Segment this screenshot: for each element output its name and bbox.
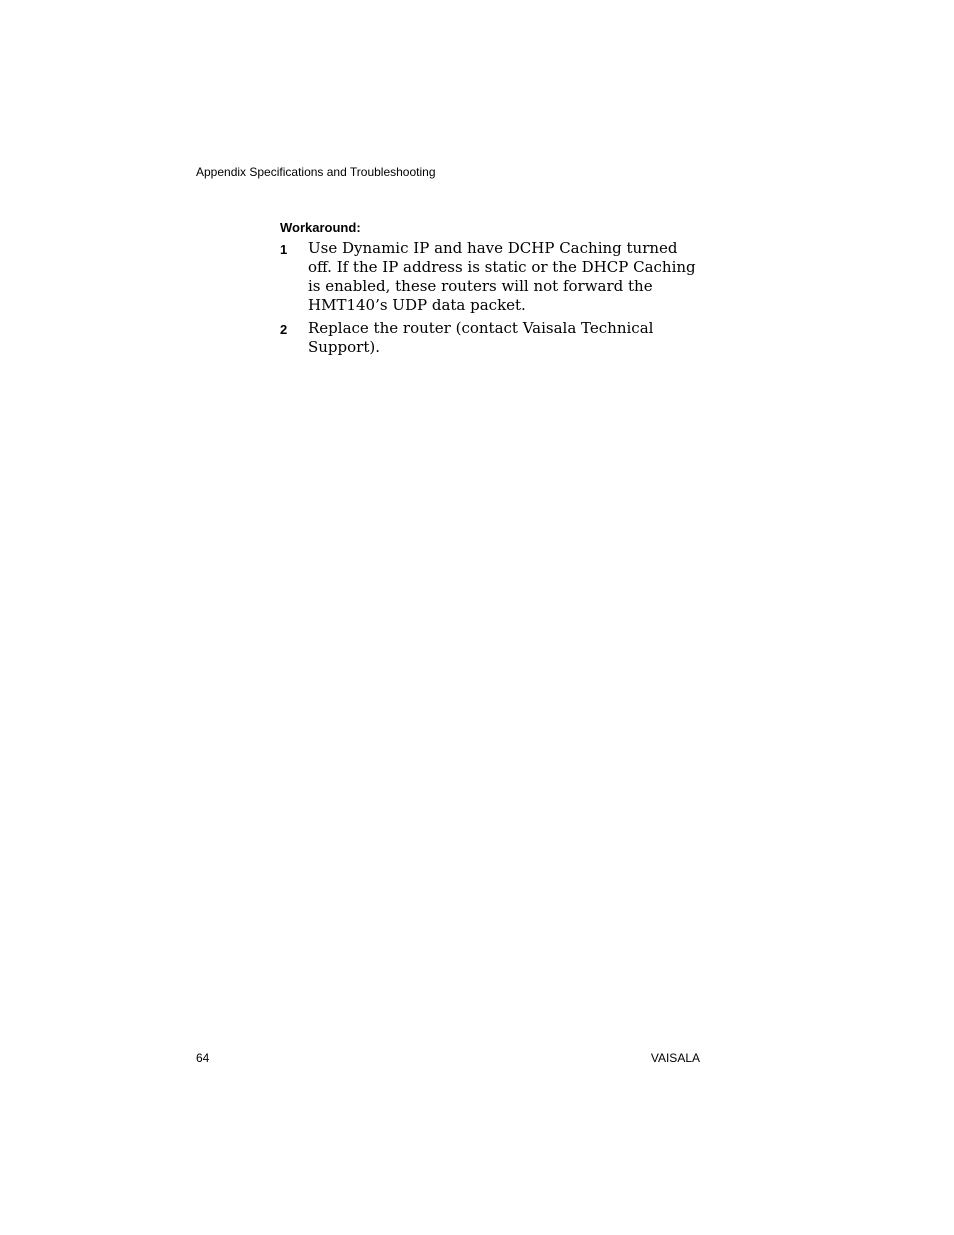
step-item: [280, 239, 700, 315]
step-item: [280, 319, 700, 357]
step-text: Use Dynamic IP and have DCHP Caching turned off. If the IP address is static or the DHCP Caching is enabled, these routers will not forward the HMT140’s UDP data packet.: [308, 239, 696, 314]
workaround-steps: [280, 239, 700, 357]
workaround-section: [280, 220, 700, 361]
step-number: 2: [280, 322, 288, 337]
step-text: Replace the router (contact Vaisala Technical Support).: [308, 319, 654, 356]
page-number: 64: [196, 1051, 210, 1065]
footer-company-name: VAISALA: [650, 1051, 700, 1065]
step-number: 1: [280, 242, 288, 257]
running-header: Appendix Specifications and Troubleshooting: [196, 165, 436, 179]
section-heading: Workaround:: [280, 220, 361, 235]
